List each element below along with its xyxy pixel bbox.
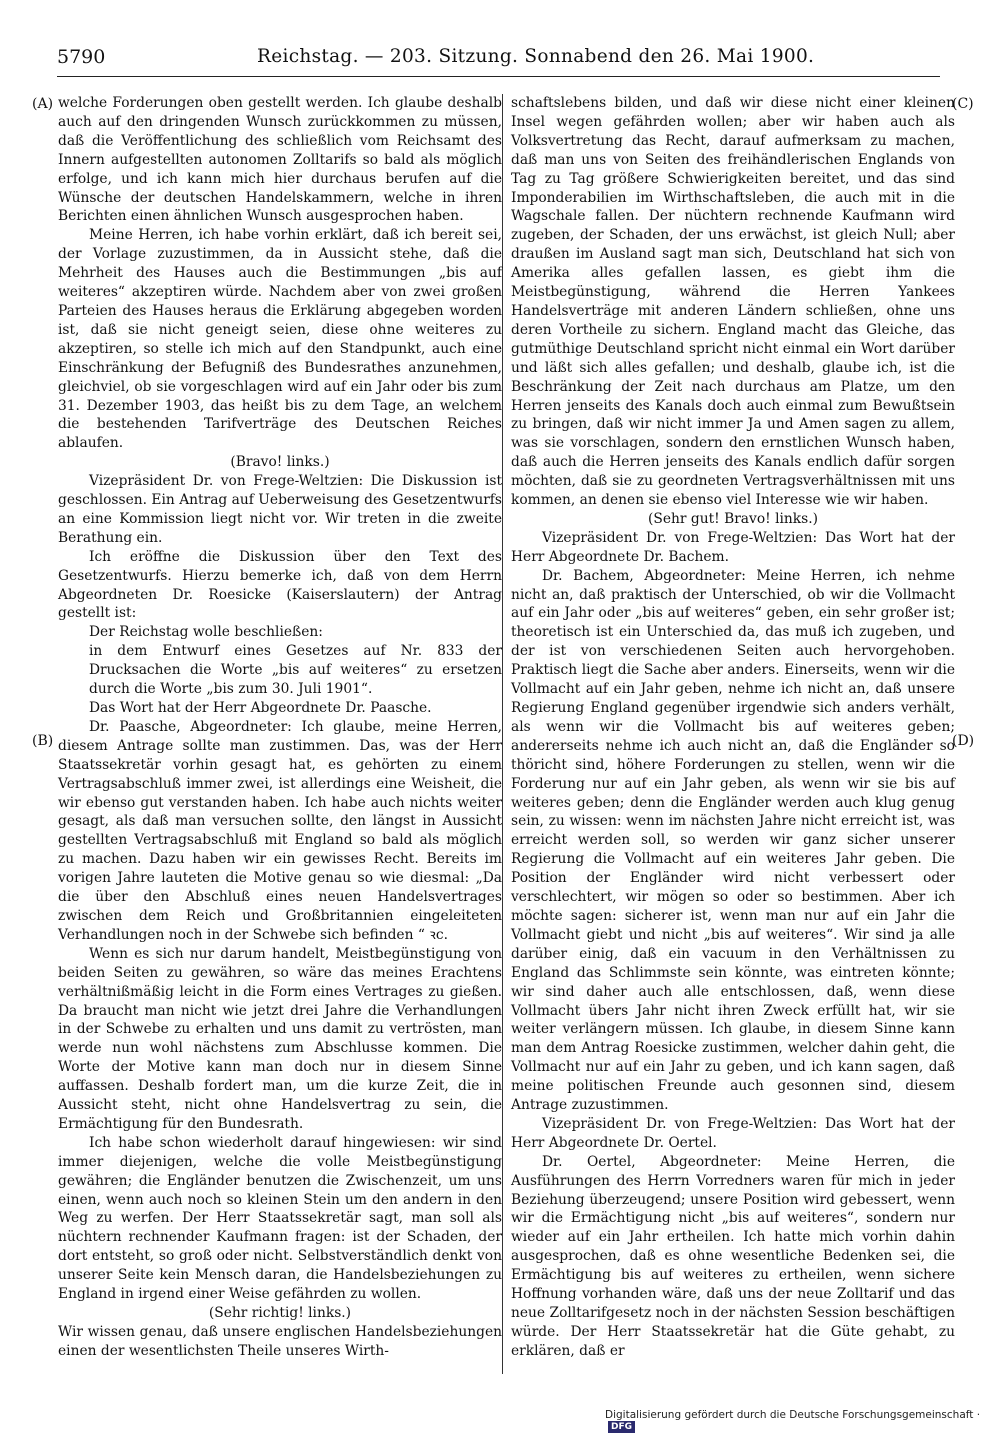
paragraph: Vizepräsident Dr. von Frege-Weltzien: Das Wort hat der Herr Abgeordnete Dr. Bachem. bbox=[511, 529, 955, 565]
motion-text: in dem Entwurf eines Gesetzes auf Nr. 833 der Drucksachen die Worte „bis auf weiteres“ zu ersetzen durch die Worte „bis zum 30. Juli 1901“. bbox=[89, 643, 502, 698]
credit-text: Digitalisierung gefördert durch die Deutsche Forschungsgemeinschaft · bbox=[605, 1409, 981, 1421]
paragraph: Wenn es sich nur darum handelt, Meistbegünstigung von beiden Seiten zu gewähren, so wäre das meines Erachtens verhältnißmäßig leicht in die Form eines Vertrages zu gießen. Da braucht man nicht wie jetzt drei Jahre die Verhandlungen in der Schwebe zu erhalten und uns damit zu vertrösten, man werde nun wohl nächstens zum Abschlusse kommen. Die Worte der Motive kann man doch nur in diesem Sinne auffassen. Deshalb fordert man, um die kurze Zeit, die in Aussicht steht, nicht ohne Handelsvertrag zu sein, die Ermächtigung für den Bundesrath. bbox=[58, 945, 502, 1132]
paragraph: Vizepräsident Dr. von Frege-Weltzien: Das Wort hat der Herr Abgeordnete Dr. Oertel. bbox=[511, 1115, 955, 1151]
paragraph: Ich eröffne die Diskussion über den Text des Gesetzentwurfs. Hierzu bemerke ich, daß von dem Herrn Abgeordneten Dr. Roesicke (Kaiserslautern) der Antrag gestellt ist: bbox=[58, 548, 502, 622]
motion-heading: Der Reichstag wolle beschließen: bbox=[89, 624, 323, 641]
paragraph: Ich habe schon wiederholt darauf hingewiesen: wir sind immer diejenigen, welche die volle Meistbegünstigung gewähren; die Engländer benutzen die Zwischenzeit, um uns einen, wenn auch noch so kleinen Stein um den andern in den Weg zu werfen. Der Herr Staatssekretär sagt, man soll als nüchtern rechnender Kaufmann fragen: ist der Schaden, der dort entsteht, so groß oder nicht. Selbstverständlich denkt von unserer Seite kein Mensch daran, die Handelsbeziehungen zu England in irgend einer Weise gefährden zu wollen. bbox=[58, 1134, 502, 1303]
paragraph: Dr. Paasche, Abgeordneter: Ich glaube, meine Herren, diesem Antrage sollte man zustimmen. Das, was der Herr Staatssekretär vorhin gesagt hat, es gehörten zu einem Vertragsabschluß immer zwei, ist allerdings eine Weisheit, die wir ebenso gut verstanden haben. Ich habe auch nichts weiter gesagt, als daß man versuchen sollte, den längst in Aussicht gestellten Vertragsabschluß mit England so bald als möglich zu machen. Dazu haben wir ein gewisses Recht. Bereits im vorigen Jahre lauteten die Motive genau so wie diesmal: „Da die über den Abschluß eines neuen Handelsvertrages zwischen dem Reich und Großbritannien eingeleiteten Verhandlungen noch in der Schwebe sich befinden “ ꝛc. bbox=[58, 718, 502, 943]
column-separator bbox=[502, 94, 503, 1374]
left-column bbox=[58, 94, 502, 1361]
paragraph: Vizepräsident Dr. von Frege-Weltzien: Die Diskussion ist geschlossen. Ein Antrag auf Ueberweisung des Gesetzentwurfs an eine Kommission liegt nicht vor. Wir treten in die zweite Berathung ein. bbox=[58, 473, 502, 546]
interjection: (Sehr gut! Bravo! links.) bbox=[648, 510, 818, 527]
running-title: Reichstag. — 203. Sitzung. Sonnabend den 26. Mai 1900. bbox=[257, 46, 815, 67]
page-number: 5790 bbox=[57, 46, 106, 68]
right-column bbox=[511, 94, 955, 1361]
margin-mark-a: (A) bbox=[32, 96, 54, 112]
paragraph: Dr. Oertel, Abgeordneter: Meine Herren, die Ausführungen des Herrn Vorredners waren für mich in jeder Beziehung überzeugend; unsere Position wird gebessert, wenn wir die Ermächtigung nicht „bis auf weiteres“, sondern nur wieder auf ein Jahr ertheilen. Ich hatte mich vorhin dahin ausgesprochen, daß es ohne wesentliche Bedenken sei, die Ermächtigung bis auf weiteres zu ertheilen, wenn sichere Hoffnung vorhanden wäre, daß uns der neue Zolltarif und das neue Zolltarifgesetz noch in der nächsten Session beschäftigen würde. Der Herr Staatssekretär hat die Güte gehabt, zu erklären, daß er bbox=[511, 1153, 955, 1359]
paragraph: Wir wissen genau, daß unsere englischen Handelsbeziehungen einen der wesentlichsten Theile unseres Wirth- bbox=[58, 1323, 502, 1359]
paragraph: schaftslebens bilden, und daß wir diese nicht einer kleinen Insel wegen gefährden wollen; aber wir haben auch als Volksvertretung das Recht, darauf aufmerksam zu machen, daß man uns von Seiten des freihändlerischen Englands von Tag zu Tag größere Schwierigkeiten bereitet, und das sind Imponderabilien im Wirthschaftsleben, die auch mit in die Wagschale fallen. Der nüchtern rechnende Kaufmann wird zugeben, der Schaden, der uns erwächst, ist gleich Null; aber draußen im Ausland sagt man sich, Deutschland hat sich von Amerika alles gefallen lassen, es giebt ihm die Meistbegünstigung, während die Herren Yankees Handelsverträge mit anderen Ländern schließen, ohne uns deren Vortheile zu sichern. England macht das Gleiche, das gutmüthige Deutschland spricht nicht einmal ein Wort darüber und läßt sich alles gefallen; und deshalb, glaube ich, ist die Beschränkung der Zeit nach durchaus am Platze, um den Herren jenseits des Kanals doch auch einmal zum Bewußtsein zu bringen, daß wir nicht immer Ja und Amen sagen zu allem, was sie vorschlagen, sondern den ernstlichen Wunsch haben, daß auch die Herren jenseits des Kanals endlich dafür sorgen möchten, daß sie zu geordneten Vertragsverhältnissen mit uns kommen, an denen sie ebenso viel Interesse wie wir haben. bbox=[511, 95, 955, 509]
dfg-logo: DFG bbox=[608, 1421, 635, 1433]
margin-mark-b: (B) bbox=[32, 733, 54, 749]
interjection: (Sehr richtig! links.) bbox=[208, 1305, 352, 1321]
margin-mark-c: (C) bbox=[952, 96, 974, 112]
paragraph: Meine Herren, ich habe vorhin erklärt, daß ich bereit sei, der Vorlage zuzustimmen, da in Aussicht stehe, daß die Mehrheit des Hauses auch die Bestimmungen „bis auf weiteres“ akzeptiren würde. Nachdem aber von zwei großen Parteien des Hauses heraus die Erklärung abgegeben worden ist, daß sie nicht geneigt seien, diese ohne weiteres zu akzeptiren, so stelle ich mich auf den Standpunkt, auch eine Einschränkung der Befugniß des Bundesrathes anzunehmen, gleichviel, ob sie vorgeschlagen wird auf ein Jahr oder bis zum 31. Dezember 1903, das heißt bis zu dem Tage, an welchem die bestehenden Tarifverträge des Deutschen Reiches ablaufen. bbox=[58, 227, 502, 452]
interjection: (Bravo! links.) bbox=[230, 454, 330, 471]
page-header bbox=[57, 46, 940, 72]
paragraph: Das Wort hat der Herr Abgeordnete Dr. Paasche. bbox=[89, 700, 432, 716]
margin-mark-d: (D) bbox=[952, 733, 975, 749]
header-rule bbox=[57, 76, 940, 77]
paragraph: welche Forderungen oben gestellt werden. Ich glaube deshalb auch auf den dringenden Wunsch zurückkommen zu müssen, daß die Veröffentlichung des schließlich vom Reichsamt des Innern aufgestellten autonomen Zolltarifs so bald als möglich erfolge, und ich kann mich hier durchaus berufen auf die Wünsche der deutschen Handelskammern, welche in ihren Berichten einen ähnlichen Wunsch ausgesprochen haben. bbox=[58, 95, 502, 225]
paragraph: Dr. Bachem, Abgeordneter: Meine Herren, ich nehme nicht an, daß praktisch der Unterschied, ob wir die Vollmacht auf ein Jahr oder „bis auf weiteres“ geben, ein sehr großer ist; theoretisch ist ein Unterschied da, das muß ich zugeben, und der ist von verschiedenen Seiten auch hervorgehoben. Praktisch liegt die Sache aber anders. Einerseits, wenn wir die Vollmacht auf ein Jahr geben, nehme ich nicht an, daß unsere Regierung England gegenüber irgendwie sich anders verhält, als wenn wir die Vollmacht bis auf weiteres geben; andererseits nehme ich auch nicht an, daß die Engländer so thöricht sind, höhere Forderungen zu stellen, wenn wir die Forderung nur auf ein Jahr geben, als wenn wir sie bis auf weiteres geben; denn die Engländer werden auch klug genug sein, zu wissen: wenn im nächsten Jahre nicht erreicht ist, was erreicht werden soll, so werden wir ganz sicher unserer Regierung die Vollmacht auf ein weiteres Jahr geben. Die Position der Engländer wird nicht verbessert oder verschlechtert, wir mögen so oder so bestimmen. Aber ich möchte sagen: sicherer ist, wenn man nur auf ein Jahr die Vollmacht giebt und nicht „bis auf weiteres“. Wir sind ja alle darüber einig, daß ein vacuum in den Verhältnissen zu England das Schlimmste sein könnte, was eintreten könnte; wir sind daher auch alle entschlossen, daß, wenn diese Vollmacht übers Jahr nicht ihren Zweck erfüllt hat, wir sie weiter verlängern müssen. Ich glaube, in diesem Sinne kann man dem Antrag Roesicke zustimmen, welcher dahin geht, die Vollmacht nur auf ein Jahr zu geben, und ich kann sagen, daß meine politischen Freunde auch gesonnen sind, diesem Antrage zuzustimmen. bbox=[511, 567, 955, 1114]
digitization-credit bbox=[605, 1409, 1000, 1433]
